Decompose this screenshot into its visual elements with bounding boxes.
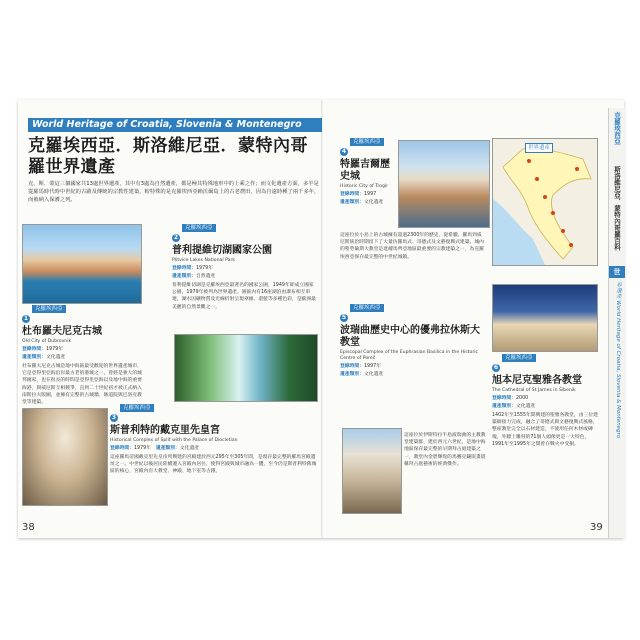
site-entry-dubrovnik (22, 305, 142, 406)
trogir-photo (398, 140, 490, 228)
site-description: 普利提維切湖是克羅埃西亞最著名的國家公園，1949年即成立國家公園，1979年被列為世界遺產。園區內有16座湖泊由瀑布相互串連，湖水因礦物質及光線折射呈現翠綠、湛藍等多種色彩，是歐洲最美麗的自然景觀之一。 (172, 283, 316, 310)
site-english-name: Plitvice Lakes National Park (172, 258, 236, 263)
region-tag: 克羅埃西亞 (350, 138, 384, 146)
site-title: 波瑞曲歷史中心的優弗拉休斯大教堂 (340, 325, 480, 348)
tab-title: 斯洛維尼亞．蒙特內哥羅百科 (613, 166, 621, 251)
porec-photo (342, 428, 402, 514)
chinese-title: 克羅埃西亞．斯洛維尼亞．蒙特內哥羅世界遺產 (28, 136, 308, 177)
region-tag: 克羅埃西亞 (182, 224, 216, 232)
site-english-name: Historical Complex of Split with the Palace of Diocletian (110, 438, 238, 443)
site-title: 杜布羅夫尼克古城 (22, 326, 102, 337)
site-number: 1 (23, 315, 29, 322)
split-photo (22, 408, 108, 506)
site-number: 6 (493, 364, 499, 371)
region-tag: 克羅埃西亞 (350, 304, 384, 312)
site-meta: 登錄時間：2000 (492, 396, 529, 401)
dubrovnik-photo (22, 224, 142, 304)
site-description: 這座位於伊斯特拉半島波瑞曲的主教教堂建築群，建於西元六世紀，是地中海地區保存最完整的早期拜占庭建築之一，教堂內金碧輝煌的馬賽克鑲嵌畫堪稱拜占庭藝術的經典傑作。 (404, 433, 486, 467)
site-number: 5 (341, 314, 347, 321)
site-meta: 遺產類別：文化遺產 (492, 404, 536, 409)
site-meta: 遺產類別：文化遺產 (340, 372, 384, 377)
site-title: 斯普利特的戴克里先皇宮 (110, 425, 220, 436)
page-gutter (321, 100, 323, 538)
site-entry-porec (340, 304, 486, 378)
site-meta: 登錄時間：1979年 遺產類別：文化遺產 (110, 446, 200, 451)
site-number: 4 (341, 148, 347, 155)
site-entry-trogir (340, 138, 396, 206)
site-description: 這座羅馬帝國戴克里先皇帝所興建的宮殿建於西元295年至305年間，是現存最完整的羅馬宮殿遺址之一。中世紀以後居民陸續遷入宮殿內居住，使得宮殿與城市融為一體，至今仍是斯普利特舊城區的核心，宮殿內有大教堂、神殿、地下室等古蹟。 (110, 455, 317, 475)
site-description: 這座位於小島上的古城擁有超過2300年的歷史，從希臘、羅馬到威尼斯統治時期留下了大量仿羅馬式、哥德式及文藝復興式建築，城內的聖勞倫斯大教堂是達爾馬齊亞地區最重要的宗教建築之一，為克羅埃西亞保存最完整的中世紀城鎮。 (340, 233, 484, 260)
tab-subtitle: 界遺產 World Heritage of Croatia, Slovenia & Montenegro (615, 282, 621, 439)
site-title: 普利提維切湖國家公園 (172, 245, 272, 256)
site-english-name: Historic City of Trogir (340, 184, 389, 189)
side-index-tab (608, 108, 625, 538)
plitvice-photo (174, 334, 318, 402)
site-meta: 登錄時間：1979年 (172, 266, 214, 271)
page-number-right: 39 (590, 522, 603, 533)
tab-highlight: 世 (609, 266, 625, 278)
sibenik-photo (492, 284, 598, 352)
site-entry-split (110, 404, 318, 476)
site-meta: 登錄時間：1979年 (22, 347, 64, 352)
site-meta: 遺產類別：自然遺產 (172, 274, 216, 279)
site-meta: 遺產類別：文化遺產 (22, 355, 66, 360)
site-meta: 登錄時間：1997 (340, 192, 377, 197)
site-english-name: Old City of Dubrovnik (22, 339, 72, 344)
book-spread (18, 100, 624, 538)
site-description: 杜布羅夫尼克古城是地中海區最受歡迎的世界遺產城市，它是亞得里亞海沿岸最古老的港城之一，曾經是強大的城邦國家，也在很長的時間是亞得里亞海以及地中海的重要海港，與威尼斯互相競爭，直到二十世紀初才被正式納入南斯拉夫版圖，並擁有完整的古城牆、修道院與巴洛克教堂等建築。 (22, 364, 142, 406)
tab-region: 克羅埃西亞 (613, 112, 621, 145)
site-english-name: The Cathedral of St James in Šibenik (492, 388, 576, 393)
region-tag: 克羅埃西亞 (32, 305, 66, 313)
site-entry-sibenik (492, 354, 598, 448)
site-entry-plitvice (172, 224, 318, 311)
region-tag: 克羅埃西亞 (120, 404, 154, 412)
site-title: 特羅吉爾歷史城 (340, 159, 390, 182)
heritage-map (492, 138, 598, 266)
site-meta: 登錄時間：1997年 (340, 364, 382, 369)
croatia-map-graphic (493, 139, 597, 265)
region-tag: 克羅埃西亞 (502, 354, 536, 362)
site-meta: 遺產類別：文化遺產 (340, 200, 384, 205)
english-title: World Heritage of Croatia, Slovenia & Montenegro (28, 118, 322, 132)
intro-paragraph: 克、斯、蒙這三個國家共13處世界遺產，其中有3處為自然遺產，都是極其特殊地形中的上乘之作；而文化遺產方面，多半是從羅馬時代時中世紀的古蹟及傳統的宗教性建築，較特殊的是克羅埃西亞賴沃爾島上的古老農田，因為自遠時種了兩千多年，而被納入保護之列。 (28, 181, 320, 203)
site-title: 旭本尼克聖雅各教堂 (492, 375, 582, 386)
page-number-left: 38 (22, 522, 35, 533)
map-label: 世界遺產 (525, 143, 553, 153)
site-description: 1402年至1555年間興建的聖雅各教堂，由三位建築師接力完成，融合了哥德式與文藝復興式風格，整座教堂完全以石材建造，不使用任何木材或磚塊，外牆上雕刻的71個人頭像更是一大特色，1991年至1995年之間曾在戰火中受損。 (492, 413, 598, 447)
site-english-name: Episcopal Complex of the Euphrasian Basilica in the Historic Centre of Poreč (340, 350, 479, 361)
site-number: 2 (173, 234, 179, 241)
site-number: 3 (111, 414, 117, 421)
